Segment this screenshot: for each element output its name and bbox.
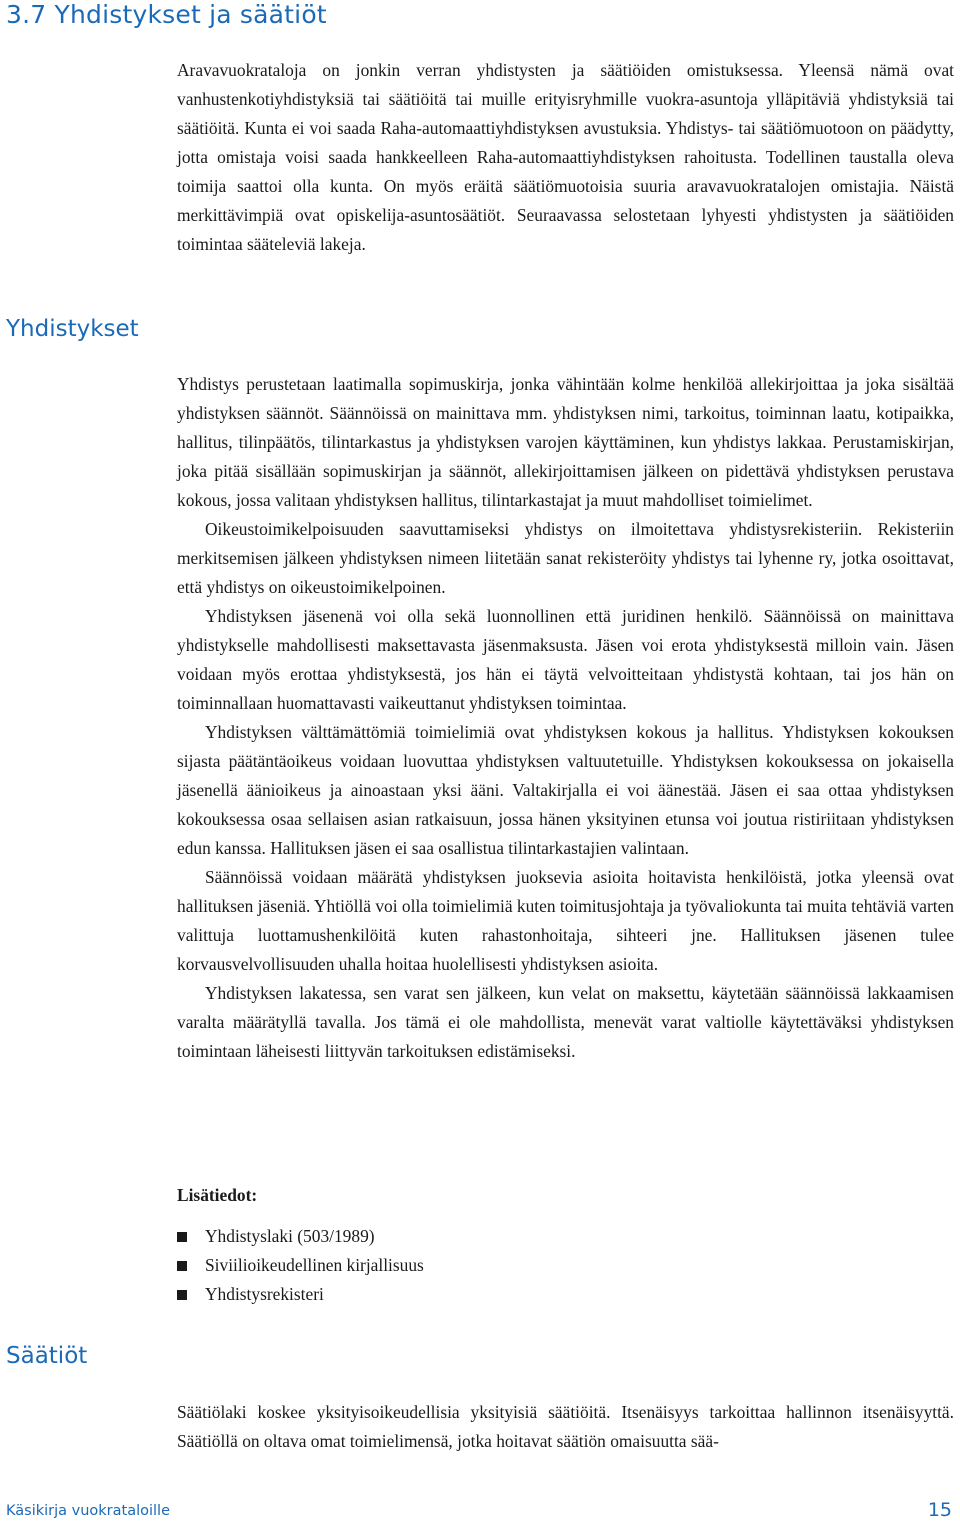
section-title: 3.7 Yhdistykset ja säätiöt [6,0,327,29]
square-bullet-icon [177,1290,187,1300]
more-info-item [177,1280,424,1309]
more-info-item-label: Yhdistyslaki (503/1989) [205,1226,375,1246]
saatiot-text-block [177,1398,954,1456]
more-info-title: Lisätiedot: [177,1185,258,1205]
yhdistykset-text-block [177,370,954,1066]
square-bullet-icon [177,1261,187,1271]
yhdistykset-paragraph-5: Säännöissä voidaan määrätä yhdistyksen juoksevia asioita hoitavista henkilöistä, jotka yleensä ovat hallituksen jäseniä. Yhtiöllä voi olla toimielimiä kuten toimitusjohtaja ja työvaliokunta tai muita tehtäviä varten valittuja luottamushenkilöitä kuten rahastonhoitaja, sihteeri jne. Hallituksen jäsenen tulee korvausvelvollisuuden uhalla hoitaa huolellisesti yhdistyksen asioita. [177,867,954,974]
yhdistykset-paragraph-6: Yhdistyksen lakatessa, sen varat sen jälkeen, kun velat on maksettu, käytetään säännöissä lakkaamisen varalta määrätyllä tavalla. Jos tämä ei ole mahdollista, menevät varat valtiolle käytettäväksi yhdistyksen toimintaan läheisesti liittyvän tarkoituksen edistämiseksi. [177,983,954,1061]
more-info-item-label: Siviilioikeudellinen kirjallisuus [205,1255,424,1275]
yhdistykset-paragraph-3: Yhdistyksen jäsenenä voi olla sekä luonnollinen että juridinen henkilö. Säännöissä on mainittava yhdistykselle mahdollisesti maksettavasta jäsenmaksusta. Jäsen voi erota yhdistyksestä milloin vain. Jäsen voidaan myös erottaa yhdistyksestä, jos hän ei täytä velvoitteitaan yhdistystä kohtaan, tai jos hän on toiminnallaan huomattavasti vaikeuttanut yhdistyksen toimintaa. [177,606,954,713]
yhdistykset-paragraph-1: Yhdistys perustetaan laatimalla sopimuskirja, jonka vähintään kolme henkilöä allekirjoittaa ja joka sisältää yhdistyksen säännöt. Säännöissä on mainittava mm. yhdistyksen nimi, tarkoitus, toiminnan laatu, kotipaikka, hallitus, tilinpäätös, tilintarkastus ja yhdistyksen varojen käyttäminen, kun yhdistys lakkaa. Perustamiskirjan, joka pitää sisällään sopimuskirjan ja säännöt, allekirjoittamisen jälkeen on pidettävä yhdistyksen perustava kokous, jossa valitaan yhdistyksen hallitus, tilintarkastajat ja muut mahdolliset toimielimet. [177,374,954,510]
footer-page-number: 15 [927,1499,952,1521]
more-info-list [177,1222,424,1309]
more-info-item [177,1222,424,1251]
intro-paragraph: Aravavuokrataloja on jonkin verran yhdistysten ja säätiöiden omistuksessa. Yleensä nämä ovat vanhustenkotiyhdistyksiä tai säätiöitä tai muille erityisryhmille vuokra-asuntoja ylläpitäviä yhdistyksiä tai säätiöitä. Kunta ei voi saada Raha-automaattiyhdistyksen avustuksia. Yhdistys- tai säätiömuotoon on päädytty, jotta omistaja voisi saada hankkeelleen Raha-automaattiyhdistyksen rahoitusta. Todellinen taustalla oleva toimija saattoi olla kunta. On myös eräitä säätiömuotoisia suuria aravavuokratalojen omistajia. Näistä merkittävimpiä ovat opiskelija-asuntosäätiöt. Seuraavassa selostetaan lyhyesti yhdistysten ja säätiöiden toimintaa sääteleviä lakeja. [177,60,954,254]
yhdistykset-paragraph-2: Oikeustoimikelpoisuuden saavuttamiseksi yhdistys on ilmoitettava yhdistysrekisteriin. Rekisteriin merkitsemisen jälkeen yhdistyksen nimeen liitetään sanat rekisteröity yhdistys tai lyhenne ry, jotka osoittavat, että yhdistys on oikeustoimikelpoinen. [177,519,954,597]
more-info-item [177,1251,424,1280]
saatiot-paragraph: Säätiölaki koskee yksityisoikeudellisia yksityisiä säätiöitä. Itsenäisyys tarkoittaa hallinnon itsenäisyyttä. Säätiöllä on oltava omat toimielimensä, jotka hoitavat säätiön omaisuutta sää- [177,1402,954,1451]
more-info-item-label: Yhdistysrekisteri [205,1284,324,1304]
yhdistykset-paragraph-4: Yhdistyksen välttämättömiä toimielimiä ovat yhdistyksen kokous ja hallitus. Yhdistyksen kokouksen sijasta päätäntäoikeus voidaan luovuttaa yhdistyksen valtuutetuille. Yhdistyksen kokouksessa on jokaisella jäsenellä äänioikeus ja ainoastaan yksi ääni. Valtakirjalla ei voi äänestää. Jäsen ei saa ottaa yhdistyksen kokouksessa osaa sellaisen asian ratkaisuun, jossa hänen yksityinen etunsa voi joutua ristiriitaan yhdistyksen edun kanssa. Hallituksen jäsen ei saa osallistua tilintarkastajien valintaan. [177,722,954,858]
footer-book-title: Käsikirja vuokrataloille [6,1503,170,1519]
saatiot-heading: Säätiöt [6,1343,88,1369]
square-bullet-icon [177,1232,187,1242]
yhdistykset-heading: Yhdistykset [6,316,139,342]
intro-text-block [177,56,954,259]
